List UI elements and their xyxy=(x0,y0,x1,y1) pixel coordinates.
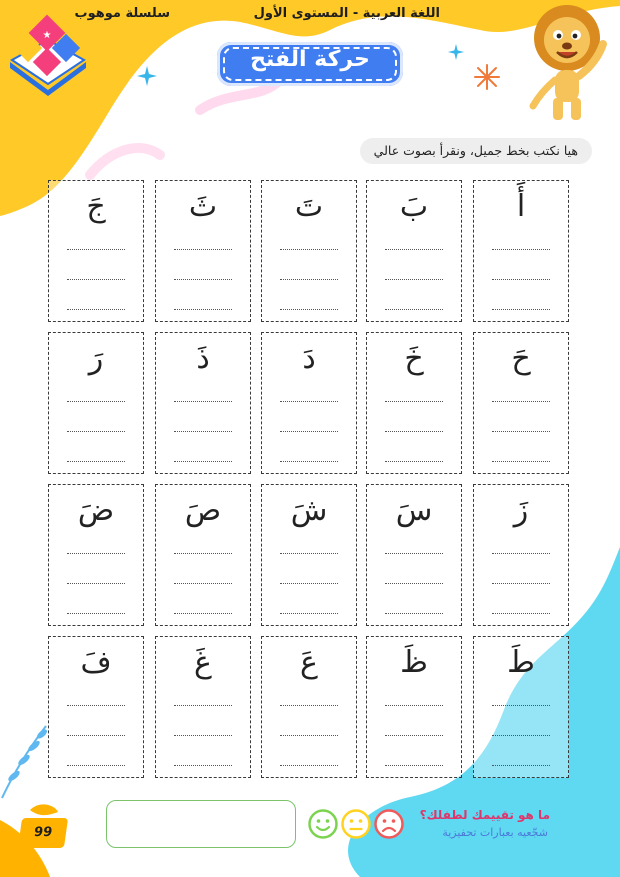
letter-glyph: زَ xyxy=(513,493,529,528)
writing-line[interactable] xyxy=(174,401,232,402)
writing-line[interactable] xyxy=(492,553,550,554)
letter-cell xyxy=(366,484,462,626)
letter-cell xyxy=(261,332,357,474)
svg-text:★: ★ xyxy=(42,30,52,41)
writing-line[interactable] xyxy=(492,705,550,706)
writing-line[interactable] xyxy=(492,765,550,766)
writing-line[interactable] xyxy=(385,431,443,432)
writing-line[interactable] xyxy=(67,613,125,614)
letter-cell xyxy=(473,180,569,322)
writing-line[interactable] xyxy=(492,583,550,584)
letter-glyph: غَ xyxy=(194,645,212,680)
letter-cell xyxy=(155,636,251,778)
writing-line[interactable] xyxy=(174,461,232,462)
red-sad-face-icon[interactable] xyxy=(374,809,404,839)
writing-line[interactable] xyxy=(492,461,550,462)
letter-cell xyxy=(473,636,569,778)
writing-line[interactable] xyxy=(67,279,125,280)
writing-line[interactable] xyxy=(385,461,443,462)
letter-cell xyxy=(48,636,144,778)
page-title: حركة الفتح xyxy=(250,47,370,72)
page-number: 99 xyxy=(18,818,68,848)
letter-glyph: ثَ xyxy=(188,189,218,224)
leaf-branch-icon xyxy=(0,720,50,800)
writing-line[interactable] xyxy=(492,309,550,310)
writing-line[interactable] xyxy=(385,553,443,554)
writing-line[interactable] xyxy=(492,249,550,250)
letter-glyph: بَ xyxy=(399,189,429,224)
green-happy-face-icon[interactable] xyxy=(308,809,338,839)
letter-glyph: رَ xyxy=(88,341,104,376)
evaluation-hint: شجّعيه بعبارات تحفيزية xyxy=(442,826,548,839)
writing-line[interactable] xyxy=(280,613,338,614)
letter-glyph: فَ xyxy=(80,645,112,680)
writing-line[interactable] xyxy=(67,735,125,736)
letter-cell xyxy=(366,636,462,778)
writing-line[interactable] xyxy=(280,553,338,554)
letter-cell xyxy=(366,332,462,474)
writing-line[interactable] xyxy=(174,309,232,310)
letter-glyph: ظَ xyxy=(400,645,428,680)
letter-glyph: حَ xyxy=(511,341,531,376)
letter-cell xyxy=(155,332,251,474)
letter-cell xyxy=(48,484,144,626)
writing-line[interactable] xyxy=(280,249,338,250)
yellow-neutral-face-icon[interactable] xyxy=(341,809,371,839)
writing-line[interactable] xyxy=(385,279,443,280)
letter-cell xyxy=(366,180,462,322)
writing-line[interactable] xyxy=(280,279,338,280)
writing-line[interactable] xyxy=(174,553,232,554)
writing-line[interactable] xyxy=(174,705,232,706)
letter-cell xyxy=(48,180,144,322)
writing-line[interactable] xyxy=(174,431,232,432)
writing-line[interactable] xyxy=(174,583,232,584)
writing-line[interactable] xyxy=(385,249,443,250)
letter-cell xyxy=(473,332,569,474)
title-badge xyxy=(217,42,403,86)
writing-line[interactable] xyxy=(385,613,443,614)
writing-line[interactable] xyxy=(67,431,125,432)
writing-line[interactable] xyxy=(280,765,338,766)
writing-line[interactable] xyxy=(67,705,125,706)
letter-glyph: صَ xyxy=(184,493,222,528)
sunburst-icon xyxy=(474,64,500,90)
letter-glyph: ذَ xyxy=(196,341,210,376)
writing-line[interactable] xyxy=(67,461,125,462)
letter-glyph: جَ xyxy=(86,189,106,224)
letter-glyph: سَ xyxy=(395,493,433,528)
writing-line[interactable] xyxy=(280,401,338,402)
instruction-pill: هيا نكتب بخط جميل، ونقرأ بصوت عالي xyxy=(360,138,592,164)
writing-line[interactable] xyxy=(492,401,550,402)
writing-line[interactable] xyxy=(280,583,338,584)
letter-glyph: عَ xyxy=(300,645,318,680)
series-label: سلسلة موهوب xyxy=(74,6,170,21)
writing-line[interactable] xyxy=(67,249,125,250)
writing-line[interactable] xyxy=(385,705,443,706)
letter-cell xyxy=(261,636,357,778)
letter-glyph: خَ xyxy=(404,341,424,376)
writing-line[interactable] xyxy=(174,735,232,736)
writing-line[interactable] xyxy=(67,401,125,402)
writing-line[interactable] xyxy=(67,309,125,310)
letter-glyph: تَ xyxy=(294,189,324,224)
evaluation-question: ما هو تقييمك لطفلك؟ xyxy=(419,808,550,822)
letter-glyph: طَ xyxy=(507,645,535,680)
writing-line[interactable] xyxy=(385,309,443,310)
sparkle-star-icon xyxy=(137,66,157,86)
writing-line[interactable] xyxy=(280,431,338,432)
writing-line[interactable] xyxy=(385,765,443,766)
letter-glyph: شَ xyxy=(290,493,328,528)
letter-glyph: دَ xyxy=(302,341,316,376)
letter-glyph: ضَ xyxy=(77,493,115,528)
writing-line[interactable] xyxy=(492,431,550,432)
writing-line[interactable] xyxy=(174,279,232,280)
writing-line[interactable] xyxy=(67,765,125,766)
evaluation-notes-box[interactable] xyxy=(106,800,296,848)
writing-line[interactable] xyxy=(385,583,443,584)
header xyxy=(0,6,620,28)
writing-line[interactable] xyxy=(492,613,550,614)
writing-line[interactable] xyxy=(174,765,232,766)
subject-label: اللغة العربية - المستوى الأول xyxy=(253,6,440,21)
writing-line[interactable] xyxy=(280,705,338,706)
writing-line[interactable] xyxy=(174,613,232,614)
writing-line[interactable] xyxy=(67,553,125,554)
letter-cell xyxy=(261,180,357,322)
writing-line[interactable] xyxy=(385,735,443,736)
writing-line[interactable] xyxy=(492,279,550,280)
writing-line[interactable] xyxy=(67,583,125,584)
letter-cell xyxy=(473,484,569,626)
writing-line[interactable] xyxy=(280,735,338,736)
writing-line[interactable] xyxy=(280,309,338,310)
writing-line[interactable] xyxy=(280,461,338,462)
writing-line[interactable] xyxy=(492,735,550,736)
letter-cell xyxy=(155,180,251,322)
letter-cell xyxy=(155,484,251,626)
sparkle-star-icon xyxy=(448,44,464,60)
letter-cell xyxy=(48,332,144,474)
writing-line[interactable] xyxy=(385,401,443,402)
writing-line[interactable] xyxy=(174,249,232,250)
letter-glyph: أَ xyxy=(516,189,526,224)
letter-cell xyxy=(261,484,357,626)
